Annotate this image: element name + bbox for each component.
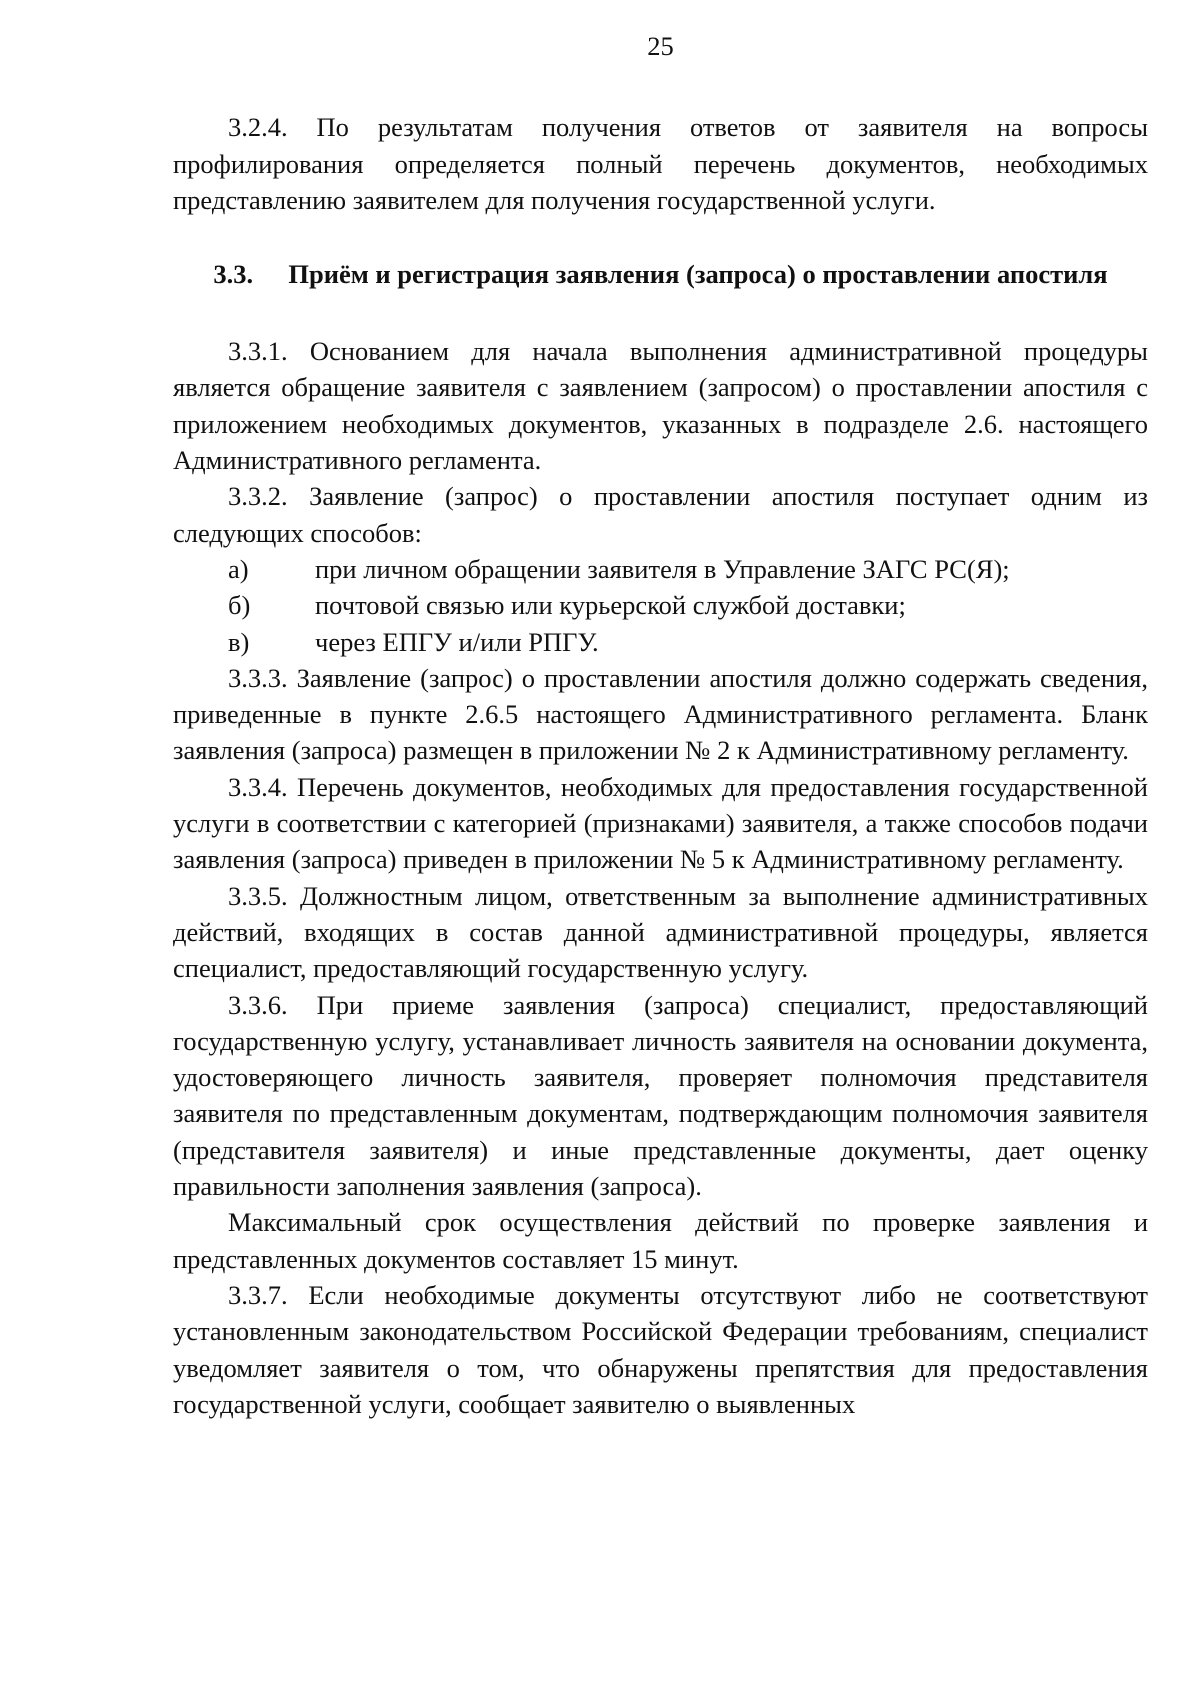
section-heading-number: 3.3.	[213, 259, 254, 290]
list-marker: а)	[228, 553, 249, 584]
paragraph-3-3-7: 3.3.7. Если необходимые документы отсутствуют либо не соответствуют установленным законодательством Российской Федерации требованиям, специалист уведомляет заявителя о том, что обнаружены препятствия для предоставления государственной услуги, сообщает заявителю о выявленных	[173, 1279, 1148, 1419]
paragraph-3-3-2: 3.3.2. Заявление (запрос) о проставлении апостиля поступает одним из следующих способов:	[173, 481, 1148, 548]
list-text: почтовой связью или курьерской службой доставки;	[315, 590, 906, 621]
list-marker: б)	[228, 590, 251, 621]
section-heading	[173, 255, 1148, 293]
section-heading-title: Приём и регистрация заявления (запроса) о проставлении апостиля	[288, 259, 1108, 290]
paragraph-3-3-1: 3.3.1. Основанием для начала выполнения административной процедуры является обращение заявителя с заявлением (запросом) о проставлении апостиля с приложением необходимых документов, указанных в подразделе 2.6. настоящего Административного регламента.	[173, 336, 1148, 476]
paragraph-3-3-3: 3.3.3. Заявление (запрос) о проставлении апостиля должно содержать сведения, приведенные в пункте 2.6.5 настоящего Административного регламента. Бланк заявления (запроса) размещен в приложении № 2 к Административному регламенту.	[173, 662, 1148, 766]
paragraph-max-time: Максимальный срок осуществления действий по проверке заявления и представленных документов составляет 15 минут.	[173, 1207, 1148, 1274]
list-item	[228, 551, 1148, 587]
list-marker: в)	[228, 626, 250, 657]
list-text: при личном обращении заявителя в Управление ЗАГС РС(Я);	[315, 553, 1010, 584]
page-number: 25	[647, 31, 674, 61]
list-text: через ЕПГУ и/или РПГУ.	[315, 626, 599, 657]
paragraph-3-3-5: 3.3.5. Должностным лицом, ответственным за выполнение административных действий, входящих в состав данной административной процедуры, является специалист, предоставляющий государственную услугу.	[173, 880, 1148, 984]
paragraph-3-3-4: 3.3.4. Перечень документов, необходимых для предоставления государственной услуги в соответствии с категорией (признаками) заявителя, а также способов подачи заявления (запроса) приведен в приложении № 5 к Административному регламенту.	[173, 771, 1148, 875]
list-item	[228, 624, 1148, 660]
paragraph-3-3-6: 3.3.6. При приеме заявления (запроса) специалист, предоставляющий государственную услугу, устанавливает личность заявителя на основании документа, удостоверяющего личность заявителя, проверяет полномочия представителя заявителя по представленным документам, подтверждающим полномочия заявителя (представителя заявителя) и иные представленные документы, дает оценку правильности заполнения заявления (запроса).	[173, 989, 1148, 1202]
list-item	[228, 587, 1148, 623]
paragraph-3-2-4: 3.2.4. По результатам получения ответов от заявителя на вопросы профилирования определяется полный перечень документов, необходимых представлению заявителем для получения государственной услуги.	[173, 112, 1148, 215]
